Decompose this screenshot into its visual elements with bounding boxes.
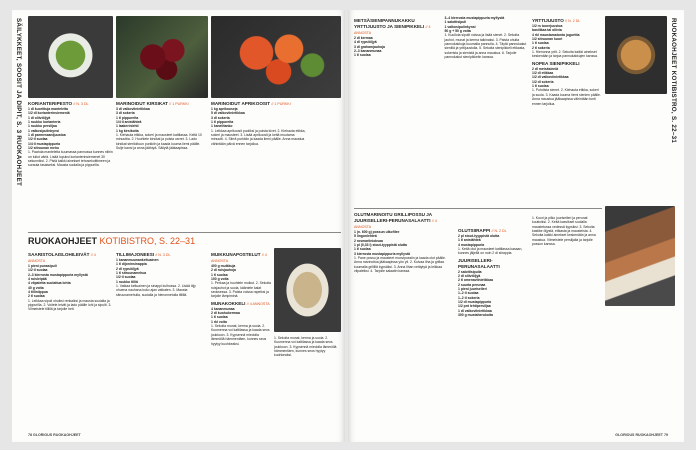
ingredient: 1 tl suolaa bbox=[354, 247, 371, 252]
ingredient: 1/2 tl suolaa bbox=[116, 275, 136, 280]
ingredient-list bbox=[116, 107, 208, 133]
ingredient: 4 kananmunaa bbox=[211, 306, 235, 311]
section-title bbox=[28, 236, 195, 246]
right-page bbox=[348, 10, 684, 442]
method-text: 1. Sekoita munat, kerma ja suola. 2. Kuumenna voi kattilassa ja kaada seos joukkoon. 3. Kypsennä miedolla lämmöllä hämmentäen, kunnes seos hyytyy kuohkeaksi. bbox=[274, 336, 337, 358]
ingredient: 1 tl suolaa bbox=[211, 272, 228, 277]
recipe-juuriselleri-method bbox=[532, 216, 602, 430]
ingredient: 1 ruukku persiljaa bbox=[28, 124, 57, 129]
ingredient: 40 g voita bbox=[28, 285, 44, 290]
ingredient: 3–4 kierrosta mustapippuria myllystä bbox=[444, 16, 505, 20]
ingredient-list bbox=[28, 264, 113, 299]
ingredient: 2 pl stout-tyyppistä olutta bbox=[458, 234, 500, 238]
recipe-title: NOPEA SIENIPIKKELI bbox=[532, 60, 580, 66]
recipe-marinoidut-aprikoosit bbox=[211, 99, 306, 229]
ingredient: 4 viipaletta suolattua lohta bbox=[28, 281, 71, 286]
ingredient: 1/2 dl etikkaa bbox=[532, 71, 554, 76]
ingredient: 1 dl valkoviinietikkaa bbox=[458, 308, 492, 313]
ingredient: 1 (n. 600 g) possun ulkofilee bbox=[354, 230, 400, 234]
left-footer: 78 GLORIOUS RUOKAOHJEET bbox=[28, 433, 81, 437]
ingredient: 300 g mustaherukoita bbox=[458, 313, 493, 318]
method-text: 1. Perkaa ja huuhtele muikut. 2. Sekoita ruisjauhot ja suola, kääntele kalat seoksessa. 3. Paista voissa rapeiksi ja tarjoile lämpiminä. bbox=[211, 281, 271, 299]
recipe-meta: // N. 2 DL bbox=[491, 229, 507, 233]
ingredient-list bbox=[458, 270, 528, 318]
recipe-title: KORIANTERIPESTO bbox=[28, 101, 73, 106]
ingredient: 1 tl suolaa bbox=[211, 315, 228, 320]
recipe-meta: // 4 ANNOSTA bbox=[246, 301, 270, 306]
section-rule bbox=[28, 232, 341, 233]
ingredient: 5 dl valkoviinietikkaa bbox=[211, 111, 245, 116]
ingredient: 4 tilliniippua bbox=[28, 290, 48, 295]
ingredient: 5 lingonlehteä bbox=[354, 234, 377, 239]
ingredient: 3 kierrosta mustapippuria myllystä bbox=[354, 251, 410, 256]
ingredient: 1 dl kuorittuja manteleita bbox=[28, 107, 68, 111]
recipe-title: JUURISELLERI-PERUNASALAATTI bbox=[458, 257, 500, 269]
ingredient: 1/2 dl mustapippuria bbox=[458, 300, 491, 305]
recipe-meta: // N. 3 DL bbox=[155, 253, 171, 257]
recipe-title: MARINOIDUT KIRSIKAT bbox=[116, 101, 168, 106]
recipe-title: TILLIMAJONEESI bbox=[116, 252, 155, 257]
ingredient-list bbox=[28, 107, 113, 150]
ingredient: 2 rosmariinioksaa bbox=[354, 238, 383, 243]
recipe-korianteripesto bbox=[28, 99, 113, 229]
method-text: 1. Pane possu ja mausteet muovipussiin ja kaada olut päälle. Anna marinoitua jääkaapissa yön yli. 2. Kuivaa liha ja grillaa kuumalla grillillä kypsäksi. 3. Anna lihan vetäytyä ja leikkaa viipaleiksi. 4. Tarjoile salaatin kanssa. bbox=[354, 256, 446, 274]
recipe-title: MARINOIDUT APRIKOOSIT bbox=[211, 101, 271, 106]
ingredient: 1 pieni punasipuli bbox=[28, 264, 57, 268]
ingredient: 1 dl oliiviöljyä bbox=[28, 115, 51, 120]
recipe-title: SAARISTOLAISLOHILEIVÄT bbox=[28, 252, 90, 257]
ingredient: 2 dl metsäsieniä bbox=[532, 66, 559, 71]
ingredient: 1 pl (0,33 l) stout-tyyppistä olutta bbox=[354, 243, 407, 248]
recipe-munakokkeli-method bbox=[274, 336, 341, 430]
recipe-tillimajoneesi bbox=[116, 250, 208, 430]
recipe-meta: // N. 2 DL bbox=[565, 19, 581, 23]
recipe-title: MUIKKUNAPOSTELUT bbox=[211, 252, 261, 257]
ingredient: 1 valkosipulinkynsi bbox=[444, 24, 476, 29]
ingredient: 1 kg kirsikoita bbox=[116, 128, 139, 133]
method-text: 1. Kuori ja pilko juuriselleri ja perunat kuutioiksi. 2. Keitä kasvikset suolalla maustetussa vedessä kypsiksi. 3. Sekoita kastike öljystä, etikasta ja mausteista. 4. Sekoita kaikki ainekset keskenään ja anna maustua. Viimeistele persiljalla ja tarjoile possun kanssa. bbox=[532, 216, 596, 247]
recipe-metsasienipannukakku bbox=[354, 16, 529, 204]
apricots-photo bbox=[211, 16, 341, 98]
ingredient: 2 salottisipulia bbox=[458, 269, 482, 274]
ingredient: 1/2 tl suolaa bbox=[28, 137, 48, 142]
method-text: 1. Kuullota sipulit voissa ja lisää sienet. 2. Sekoita jauhot, munat ja kerma taikinaksi. 3. Paista ohuita pannukakkuja kuumalla pannulla. 4. Täytä pannukakut sienillä ja yrttijuustolla. 5. Sekoita sienipikkeli etikasta, sokerista ja sienistä ja anna maustua. 6. Tarjoile pannukakut sienipikkelin kanssa. bbox=[444, 33, 527, 60]
ingredient: 1 pieni juuriselleri bbox=[458, 287, 487, 292]
ingredient: 2 dl oliiviöljyä bbox=[458, 274, 481, 279]
right-vertical-title: RUOKAOHJEET KOTIBISTRO, S. 22–31 bbox=[670, 18, 677, 144]
recipe-marinoidut-kirsikat bbox=[116, 99, 208, 229]
ingredient: 1 tl dijoninsinappia bbox=[116, 262, 147, 267]
ingredient: 1 kananmuunankeltuainen bbox=[116, 258, 159, 262]
method-text: 1. Keitä olut ja mausteet kattilassa kasaan, kunnes jäljellä on noin 2 dl siirappia. bbox=[458, 247, 523, 256]
ingredient: 1–2 tl sokeria bbox=[458, 295, 480, 300]
ingredient-list bbox=[211, 264, 271, 281]
recipe-title: YRTTIJUUSTO bbox=[532, 18, 564, 23]
recipe-title: OLUTSIIRAPPI bbox=[458, 228, 491, 233]
ingredient: 1 tl pippureita bbox=[116, 115, 139, 120]
ingredient: 1/2 pnt lehtipersiljaa bbox=[458, 304, 491, 309]
ingredient: 2 tl sokeria bbox=[532, 45, 550, 50]
ingredient: 2 dl kermaa bbox=[354, 36, 373, 40]
section-title-accent: KOTIBISTRO, S. 22–31 bbox=[99, 236, 196, 246]
ingredient: basilikaa tai oliivia bbox=[532, 28, 562, 33]
ingredient-list bbox=[211, 307, 271, 324]
ingredient-list bbox=[354, 230, 454, 256]
recipe-title: OLUTMARINOITU GRILLIPOSSU JA JUURISELLERI-PERUNASALAATTI bbox=[354, 212, 432, 223]
recipe-meta: // 1 PURKKI bbox=[271, 102, 291, 106]
ingredient: 4 dl rypsiöljyä bbox=[354, 40, 377, 45]
ingredient: 1/4 tl anistähteä bbox=[116, 120, 142, 125]
recipe-muikkunapostelut bbox=[211, 250, 271, 430]
ingredient: 2 tl omenaviinietikkaa bbox=[458, 278, 494, 283]
ingredient: 1 kanelitanko bbox=[211, 124, 233, 129]
ingredient: 100 g voita bbox=[211, 277, 229, 282]
method-text: 1. Puhdista sienet. 2. Kiehauta etikka, sokeri ja suola. 3. Kaada kuuma liemi sienien päälle. Anna maustua jääkaapissa vähintään tunti ennen tarjoilua. bbox=[532, 88, 601, 106]
recipe-title: MUNAKOKKELI bbox=[211, 300, 246, 306]
ingredient: 1 kg aprikooseja bbox=[211, 107, 238, 111]
ingredient: 2 tl suolaa bbox=[28, 294, 45, 299]
ingredient: 1/2 sitruunan mehu bbox=[28, 146, 60, 151]
method-text: 1. Paahda manteleita kuumassa pannussa kunnes niihin on tullut väriä. Lisää lopuksi korianterinsiemenet 30 sekunniksi. 2. Pistä kaikki ainekset tehosekoittimeen ja surauta tasaiseksi. Mausta suolalla ja pippurilla. bbox=[28, 150, 113, 168]
pancake-photo bbox=[605, 16, 667, 94]
pork-photo bbox=[605, 206, 675, 306]
method-text: 1. Vatkaa keltuainen ja sinappi kulhossa. 2. Lisää öljy ohuena nauhana koko ajan vatkaten. 3. Mausta sitruunamehulla, suolalla ja hienonnetulla tillillä. bbox=[116, 284, 196, 297]
recipe-meta: // N. 3 DL bbox=[73, 102, 89, 106]
method-text: 1. Kiehauta etikka, sokeri ja mausteet kattilassa. Keitä 10 minuuttia. 2. Huuhtele kirsikat ja poista varret. 3. Lado kirsikat steriloituun purkkiin ja kaada kuuma liemi päälle. Sulje kansi ja anna jäähtyä. Säilytä jääkaapissa. bbox=[116, 133, 202, 151]
ingredient: 3 dl sokeria bbox=[116, 111, 135, 116]
ingredient: 4 mustapippuria bbox=[458, 242, 485, 247]
pesto-photo bbox=[28, 16, 113, 98]
left-page bbox=[12, 10, 345, 442]
cherries-photo bbox=[116, 16, 208, 98]
recipe-meta: // 4 ANNOSTA bbox=[354, 219, 437, 229]
ingredient: 1 tl suolaa bbox=[532, 41, 549, 46]
method-text: 1. Sekoita munat, kerma ja suola. 2. Kuumenna voi kattilassa ja kaada seos joukkoon. 3. Kypsennä miedolla lämmöllä hämmentäen, kunnes seos hyytyy kuohkeaksi. bbox=[211, 324, 270, 346]
section-title-main: RUOKAOHJEET bbox=[28, 236, 98, 246]
ingredient: 2 suurta perunaa bbox=[458, 282, 486, 287]
method-text: 1. Hienonna yrtit. 2. Sekoita kaikki ainekset keskenään ja tarjoa pannukakkujen kanssa. bbox=[532, 50, 598, 59]
ingredient: 50 g + 50 g voita bbox=[444, 29, 471, 34]
recipe-saaristolaislohileivat bbox=[28, 250, 113, 430]
ingredient: 1 laakerinlehti bbox=[116, 124, 139, 129]
ingredient-list bbox=[532, 67, 602, 89]
ingredient: 1 tl anistähteä bbox=[458, 238, 481, 243]
ingredient: 1 tl suolaa bbox=[532, 84, 549, 89]
ingredient: 1 tl suolaa bbox=[354, 53, 371, 58]
recipe-meta: // 4 ANNOSTA bbox=[354, 25, 431, 35]
ingredient: 1/2 dl korianterinsiemeniä bbox=[28, 111, 70, 116]
ingredient-list bbox=[458, 234, 528, 247]
left-vertical-title: SÄILYKKEET, SOOSIT JA DIPIT, S. 3 RUOKAOHJEET bbox=[15, 18, 22, 187]
recipe-title: METSÄSIENIPANNUKAKKU YRTTIJUUSTO JA SIENIPIKKELI bbox=[354, 18, 425, 29]
ingredient: 4 ruisleipää bbox=[28, 277, 47, 282]
recipe-olutmarinoitu-grillipossu bbox=[354, 210, 454, 430]
ingredient: 1 ruukku korianteria bbox=[28, 120, 61, 125]
right-footer: GLORIOUS RUOKAOHJEET 79 bbox=[615, 433, 668, 437]
ingredient: 1 valkosipulinkynsi bbox=[28, 128, 60, 133]
ingredient: 1 tl pippureita bbox=[211, 120, 234, 125]
ingredient: 3 dl sokeria bbox=[211, 115, 230, 120]
ingredient-list bbox=[116, 258, 208, 284]
ingredient: 1 salottisipuli bbox=[444, 20, 467, 25]
ingredient: 1 tl sitruunamehua bbox=[116, 271, 147, 276]
ingredient: 2–3 kierrosta mustapippuria myllystä bbox=[28, 272, 88, 277]
section-rule bbox=[354, 208, 602, 209]
recipe-meta: // 1 PURKKI bbox=[169, 102, 189, 106]
ingredient: 1 rkl voita bbox=[211, 319, 227, 324]
fish-photo bbox=[274, 248, 341, 332]
ingredient-list bbox=[532, 24, 602, 50]
ingredient: 1 dl parmesaanijuustoa bbox=[28, 133, 66, 138]
recipe-olutsiirappi bbox=[458, 226, 528, 430]
ingredient: 1/2 tl suolaa bbox=[28, 268, 48, 273]
ingredient: 1 ruukku tilliä bbox=[116, 279, 138, 284]
ingredient: 2 dl rypsiöljyä bbox=[116, 266, 139, 271]
ingredient: 2–3 kananmunaa bbox=[354, 49, 382, 54]
recipe-yrttijuusto bbox=[532, 16, 602, 204]
ingredient: 1/2 dl sokeria bbox=[532, 79, 554, 84]
ingredient: 2 dl ruisjauhoja bbox=[211, 268, 236, 273]
ingredient: 3 dl grahamjauhoja bbox=[354, 44, 385, 49]
ingredient: 1/2 sitruunan kuori bbox=[532, 37, 563, 42]
method-text: 1. Leikkaa sipuli ohuiksi renkaiksi ja mausta suolalla ja pippurilla. 2. Voitele leivät ja lado päälle lohi ja sipulit. 3. Viimeistele tillillä ja tarjoile heti. bbox=[28, 298, 112, 312]
ingredient: 1/2 dl valkoviinietikkaa bbox=[532, 75, 569, 80]
ingredient: 1–2 tl suolaa bbox=[458, 291, 479, 296]
ingredient: 3 dl valkoviinietikkaa bbox=[116, 107, 150, 111]
ingredient: 4 rkl maustamatonta jogurttia bbox=[532, 32, 580, 37]
ingredient: 2 dl kuohukermaa bbox=[211, 311, 240, 316]
method-text: 1. Leikkaa aprikoosit puoliksi ja poista kivet. 2. Kiehauta etikka, sokeri ja mausteet. 3. Lisää aprikoosit ja keitä muutama minuutti. 4. Siirrä purkkiin ja kaada liemi päälle. Anna maustua vähintään päivä ennen tarjoilua. bbox=[211, 128, 306, 146]
recipe-meta: // 4 ANNOSTA bbox=[28, 253, 96, 263]
recipe-meta: // 4 ANNOSTA bbox=[211, 253, 267, 263]
ingredient: 1/4 tl mustapippuria bbox=[28, 141, 61, 146]
ingredient: 400 g muikkuja bbox=[211, 264, 236, 268]
ingredient-list bbox=[211, 107, 306, 129]
ingredient: 1/2 rs tuorejuustoa bbox=[532, 24, 563, 28]
